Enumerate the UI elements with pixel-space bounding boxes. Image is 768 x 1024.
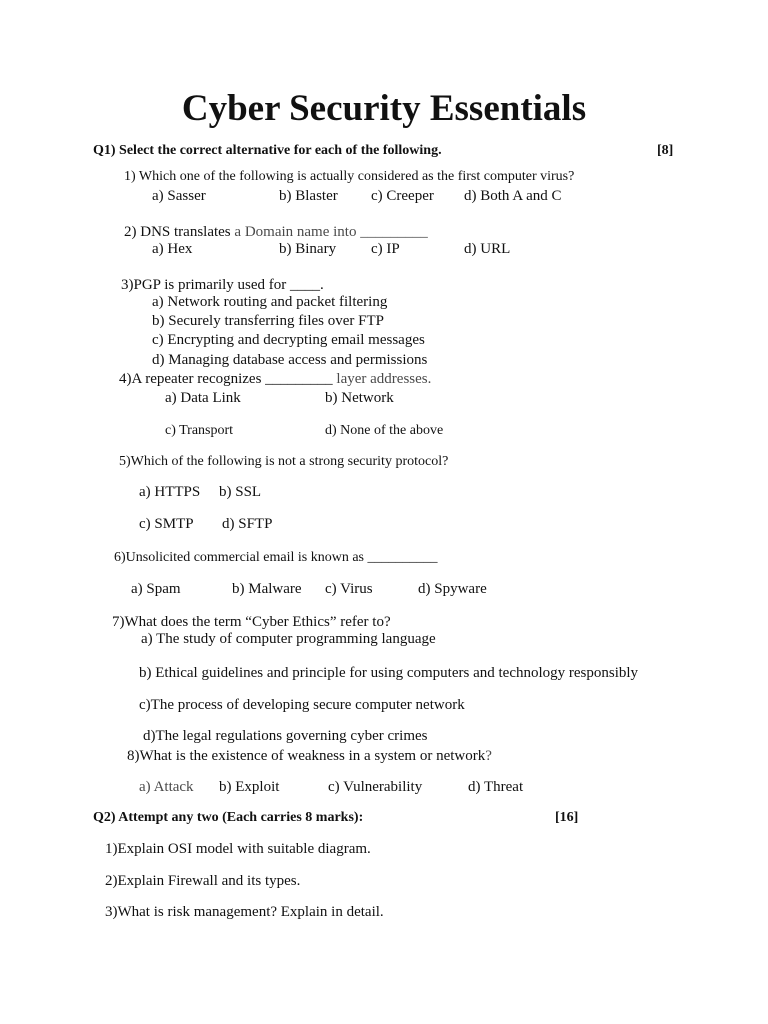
q1-8-text-prefix: 8)What is the existence of weakness in a system or network [127,748,486,764]
q1-7-option-a: a) The study of computer programming language [141,631,436,647]
q1-8-text [127,747,492,765]
q1-marks: [8] [657,143,674,158]
q1-2-option-c: c) IP [371,241,400,257]
q1-1-option-a: a) Sasser [152,188,206,204]
page-title: Cyber Security Essentials [181,88,587,129]
q1-3-option-a: a) Network routing and packet filtering [152,294,388,310]
q1-6-option-b: b) Malware [232,581,302,597]
q1-2-text-suffix: a Domain name into _________ [234,224,428,240]
q1-5-option-a: a) HTTPS [139,484,201,500]
q1-8-text-suffix: ? [485,748,492,764]
q1-5-text: 5)Which of the following is not a strong security protocol? [119,454,449,469]
q1-1-option-d: d) Both A and C [464,188,562,204]
q1-6-text: 6)Unsolicited commercial email is known as __________ [114,550,438,565]
q1-4-text-prefix: 4)A repeater recognizes _________ [119,371,337,387]
q1-8-option-b: b) Exploit [219,779,280,795]
q1-3-text: 3)PGP is primarily used for ____. [121,277,324,293]
q2-heading: Q2) Attempt any two (Each carries 8 marks): [93,810,364,825]
q1-5-option-c: c) SMTP [139,516,194,532]
q1-1-option-b: b) Blaster [279,188,338,204]
q2-question-2: 2)Explain Firewall and its types. [105,873,301,889]
q1-1-option-c: c) Creeper [371,188,434,204]
q2-marks: [16] [555,810,579,825]
q1-1-text: 1) Which one of the following is actually considered as the first computer virus? [124,169,575,184]
q2-question-3: 3)What is risk management? Explain in detail. [105,904,384,920]
q1-7-text: 7)What does the term “Cyber Ethics” refer to? [112,614,391,630]
q1-6-option-c: c) Virus [325,581,373,597]
q1-8-option-c: c) Vulnerability [328,779,423,795]
q1-2-text-prefix: 2) DNS translates [124,224,235,240]
q1-6-option-d: d) Spyware [418,581,487,597]
q1-7-option-c: c)The process of developing secure computer network [139,697,465,713]
q1-8-option-d: d) Threat [468,779,524,795]
q1-2-option-a: a) Hex [152,241,193,257]
q1-2-option-b: b) Binary [279,241,337,257]
q1-3-option-b: b) Securely transferring files over FTP [152,313,385,329]
q1-4-option-d: d) None of the above [325,423,444,438]
q1-2-option-d: d) URL [464,241,511,257]
q1-6-option-a: a) Spam [131,581,181,597]
q1-heading: Q1) Select the correct alternative for each of the following. [93,143,442,158]
q1-4-text [119,370,431,388]
q2-question-1: 1)Explain OSI model with suitable diagram. [105,841,371,857]
q1-4-option-b: b) Network [325,390,394,406]
q1-2-text [124,223,428,241]
q1-7-option-b: b) Ethical guidelines and principle for using computers and technology responsibly [139,665,639,681]
q1-8-option-a: a) Attack [139,779,194,795]
q1-5-option-b: b) SSL [219,484,262,500]
q1-5-option-d: d) SFTP [222,516,273,532]
q1-4-text-suffix: layer addresses. [336,371,432,387]
q1-4-option-a: a) Data Link [165,390,241,406]
q1-4-option-c: c) Transport [165,423,234,438]
q1-3-option-d: d) Managing database access and permissions [152,352,428,368]
q1-7-option-d: d)The legal regulations governing cyber crimes [143,728,428,744]
q1-3-option-c: c) Encrypting and decrypting email messages [152,332,425,348]
